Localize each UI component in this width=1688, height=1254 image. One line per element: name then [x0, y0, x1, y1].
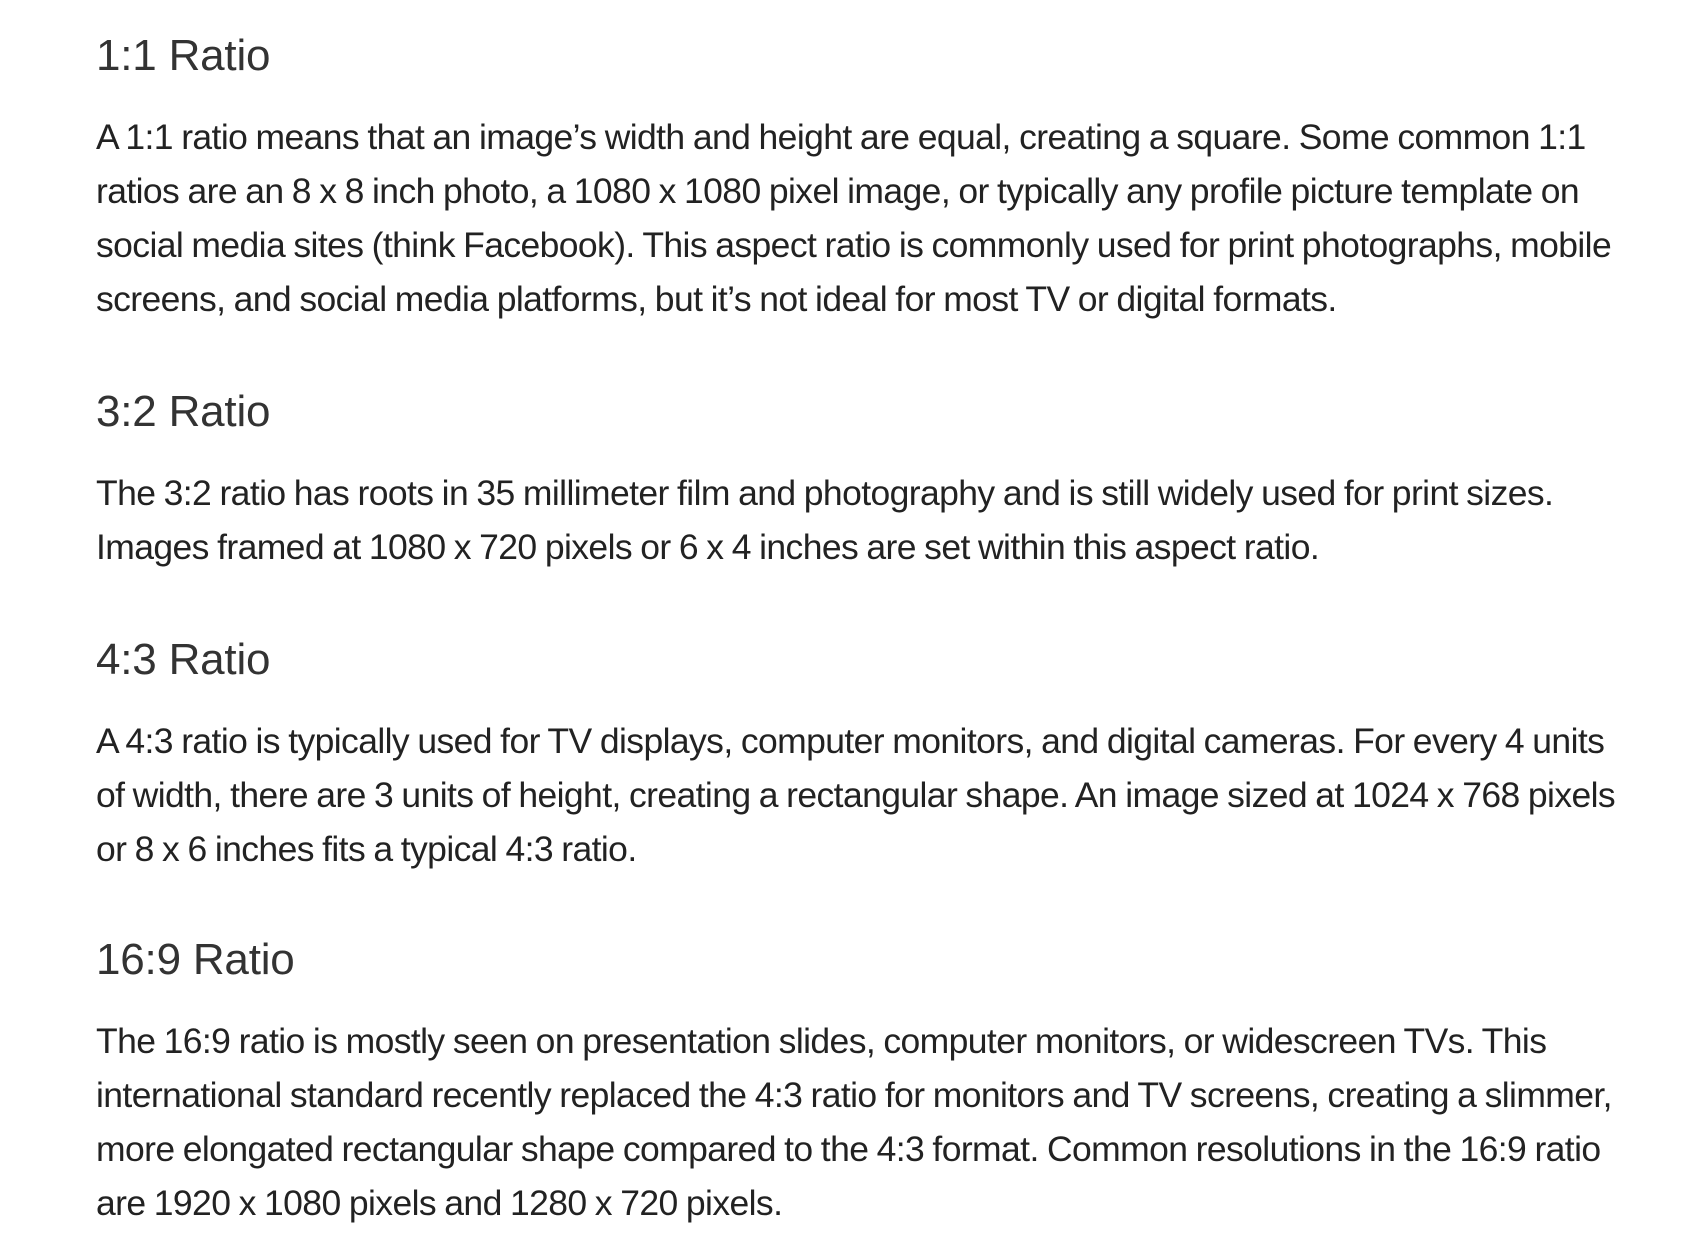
- section-paragraph: A 1:1 ratio means that an image’s width and height are equal, creating a square. Some common 1:1 ratios are an 8 x 8 inch photo, a 1080 x 1080 pixel image, or typically any profile picture template on social media sites (think Facebook). This aspect ratio is commonly used for print photographs, mobile screens, and social media platforms, but it’s not ideal for most TV or digital formats.: [96, 117, 1612, 319]
- section-heading: 4:3 Ratio: [96, 635, 271, 684]
- section-heading: 1:1 Ratio: [96, 31, 271, 80]
- section-paragraph: The 16:9 ratio is mostly seen on presentation slides, computer monitors, or widescreen TVs. This international standard recently replaced the 4:3 ratio for monitors and TV screens, creating a slimmer, more elongated rectangular shape compared to the 4:3 format. Common resolutions in the 16:9 ratio are 1920 x 1080 pixels and 1280 x 720 pixels.: [96, 1021, 1612, 1223]
- section-16-9-ratio: [96, 932, 1626, 1230]
- section-heading: 16:9 Ratio: [96, 935, 295, 984]
- section-paragraph: A 4:3 ratio is typically used for TV displays, computer monitors, and digital cameras. For every 4 units of width, there are 3 units of height, creating a rectangular shape. An image sized at 1024 x 768 pixels or 8 x 6 inches fits a typical 4:3 ratio.: [96, 721, 1616, 869]
- section-4-3-ratio: [96, 632, 1626, 876]
- section-paragraph: The 3:2 ratio has roots in 35 millimeter film and photography and is still widely used for print sizes. Images framed at 1080 x 720 pixels or 6 x 4 inches are set within this aspect ratio.: [96, 473, 1554, 567]
- section-heading: 3:2 Ratio: [96, 387, 271, 436]
- section-3-2-ratio: [96, 384, 1626, 574]
- section-1-1-ratio: [96, 28, 1626, 326]
